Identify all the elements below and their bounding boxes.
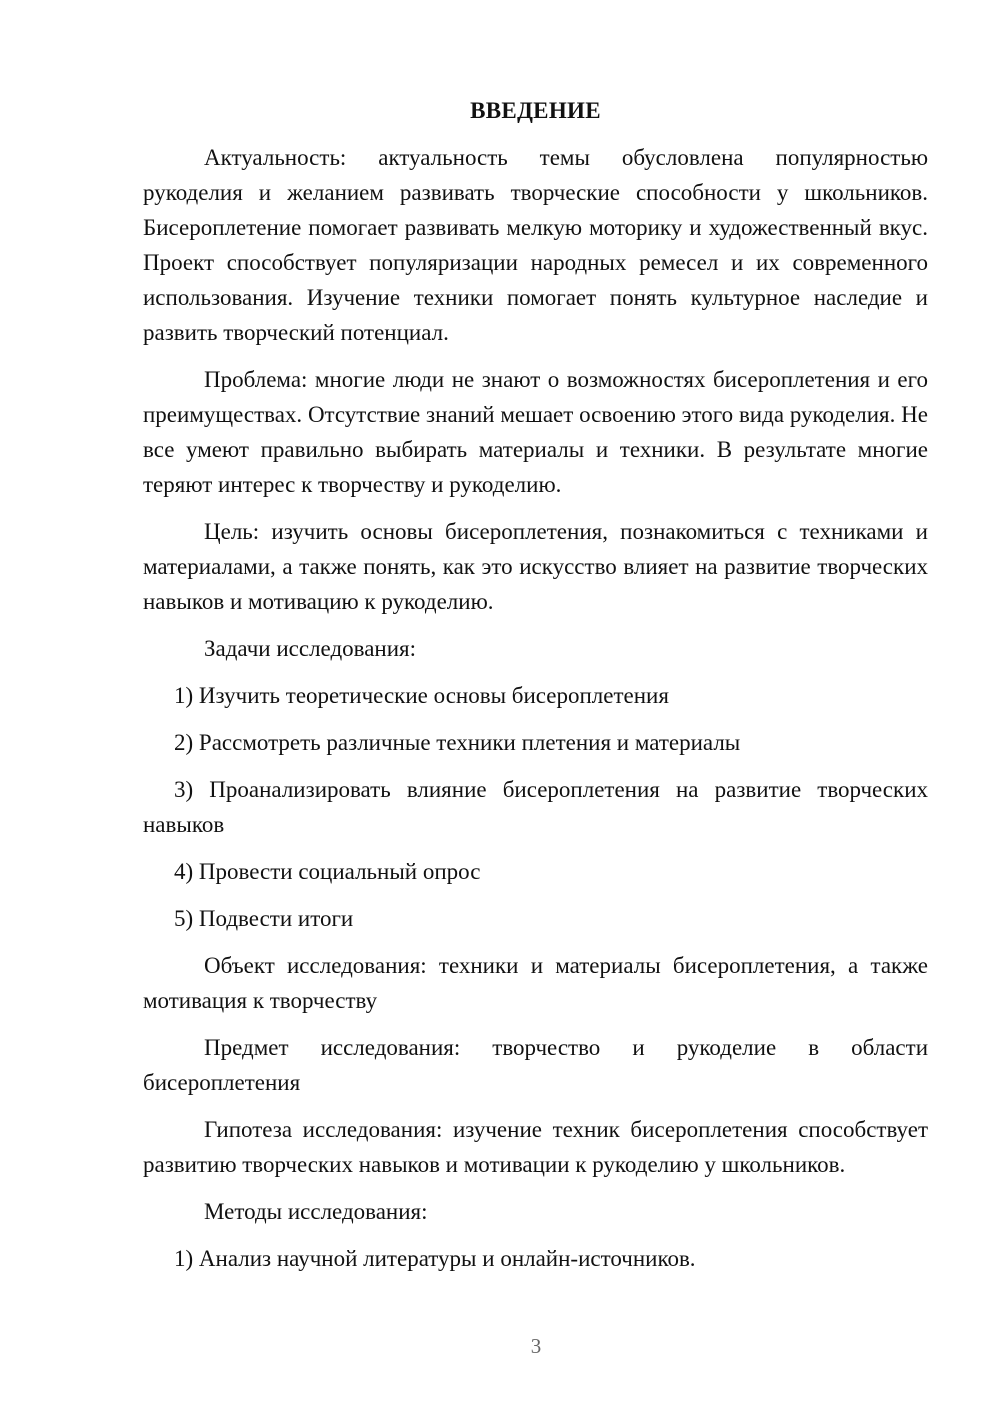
tasks-heading: Задачи исследования: [204,636,417,661]
page-title: ВВЕДЕНИЕ [470,98,601,123]
task-item: 4) Провести социальный опрос [174,859,481,884]
paragraph-goal: Цель: изучить основы бисероплетения, познакомиться с техниками и материалами, а также понять, как это искусство влияет на развитие творческих навыков и мотивацию к рукоделию. [143,519,928,614]
paragraph-object: Объект исследования: техники и материалы бисероплетения, а также мотивация к творчеству [143,953,928,1013]
paragraph-problem: Проблема: многие люди не знают о возможностях бисероплетения и его преимуществах. Отсутствие знаний мешает освоению этого вида рукоделия. Не все умеют правильно выбирать материалы и техники. В результате многие теряют интерес к творчеству и рукоделию. [143,367,928,497]
paragraph-hypothesis: Гипотеза исследования: изучение техник бисероплетения способствует развитию творческих навыков и мотивации к рукоделию у школьников. [143,1117,928,1177]
task-item: 1) Изучить теоретические основы бисероплетения [174,683,669,708]
method-item: 1) Анализ научной литературы и онлайн-источников. [174,1246,696,1271]
task-item: 3) Проанализировать влияние бисероплетения на развитие творческих навыков [143,777,928,837]
paragraph-subject: Предмет исследования: творчество и рукоделие в области бисероплетения [143,1035,928,1095]
document-page [143,96,928,1288]
paragraph-relevance: Актуальность: актуальность темы обусловлена популярностью рукоделия и желанием развивать творческие способности у школьников. Бисероплетение помогает развивать мелкую моторику и художественный вкус. Проект способствует популяризации народных ремесел и их современного использования. Изучение техники помогает понять культурное наследие и развить творческий потенциал. [143,145,928,345]
task-item: 2) Рассмотреть различные техники плетения и материалы [174,730,741,755]
page-number: 3 [530,1334,542,1358]
methods-heading: Методы исследования: [204,1199,428,1224]
task-item: 5) Подвести итоги [174,906,354,931]
